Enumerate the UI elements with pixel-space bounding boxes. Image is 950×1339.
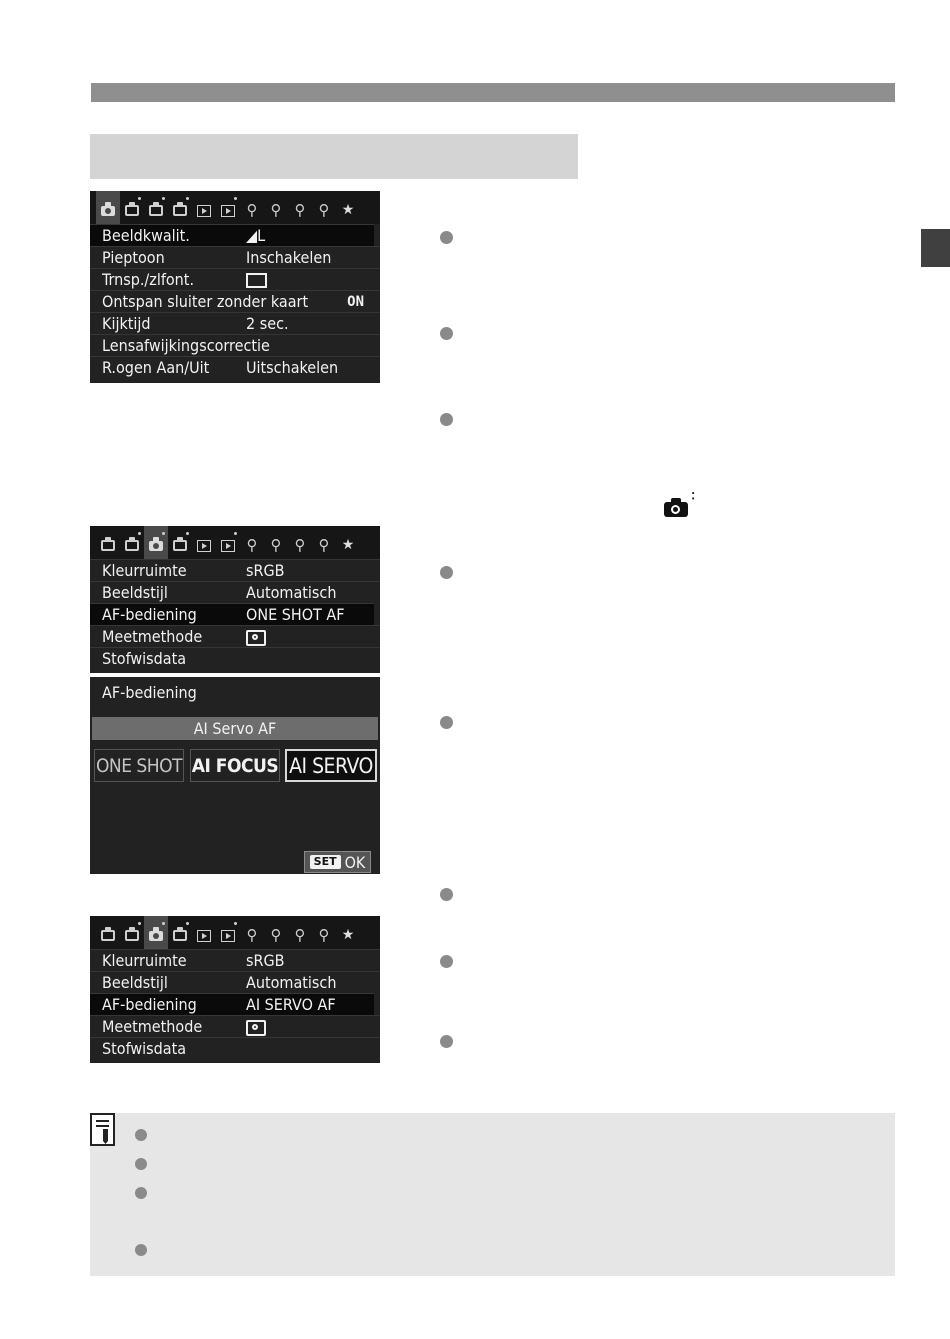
menu-row-review-time[interactable] bbox=[90, 312, 380, 334]
star-icon: ★ bbox=[341, 536, 355, 553]
menu-row-value: Inschakelen bbox=[246, 248, 332, 267]
bullet-icon bbox=[135, 1158, 147, 1170]
tab-setup-1[interactable] bbox=[240, 191, 264, 224]
star-icon: ★ bbox=[341, 926, 355, 943]
menu-row-picture-style[interactable] bbox=[90, 971, 380, 993]
menu-screen-2 bbox=[90, 526, 380, 673]
tab-shooting-2[interactable] bbox=[120, 916, 144, 949]
tab-shooting-2[interactable] bbox=[120, 526, 144, 559]
tab-setup-3[interactable] bbox=[288, 526, 312, 559]
menu-row-af-operation[interactable] bbox=[90, 993, 374, 1015]
header-bar bbox=[91, 83, 895, 102]
tab-shooting-1[interactable] bbox=[96, 191, 120, 224]
tab-playback-2[interactable] bbox=[216, 916, 240, 949]
menu-tab-bar bbox=[90, 191, 380, 224]
camera-icon bbox=[149, 205, 163, 216]
menu-row-label: Stofwisdata bbox=[102, 649, 187, 668]
playback-icon bbox=[197, 930, 211, 942]
wrench-icon: ⚲ bbox=[246, 925, 258, 944]
menu-row-value: ◢L bbox=[246, 226, 266, 245]
tab-setup-3[interactable] bbox=[288, 916, 312, 949]
camera-icon bbox=[173, 205, 187, 216]
camera-icon bbox=[125, 930, 139, 941]
menu-row-value: Automatisch bbox=[246, 583, 337, 602]
tab-shooting-1[interactable] bbox=[96, 916, 120, 949]
tab-shooting-3[interactable] bbox=[144, 526, 168, 559]
bullet-icon bbox=[135, 1129, 147, 1141]
set-label: SET bbox=[310, 855, 341, 869]
tab-setup-4[interactable] bbox=[312, 191, 336, 224]
wrench-icon: ⚲ bbox=[246, 200, 258, 219]
af-option-ai-focus[interactable]: AI FOCUS bbox=[190, 749, 280, 782]
menu-screen-3 bbox=[90, 916, 380, 1063]
bullet-icon bbox=[135, 1187, 147, 1199]
wrench-icon: ⚲ bbox=[270, 535, 282, 554]
tab-shooting-4[interactable] bbox=[168, 916, 192, 949]
tab-my-menu[interactable] bbox=[336, 916, 360, 949]
menu-tab-bar bbox=[90, 526, 380, 559]
wrench-icon: ⚲ bbox=[318, 200, 330, 219]
camera-icon bbox=[101, 206, 115, 216]
menu-row-dust-data[interactable] bbox=[90, 1037, 380, 1059]
camera-icon bbox=[101, 930, 115, 941]
wrench-icon: ⚲ bbox=[270, 925, 282, 944]
note-box bbox=[90, 1113, 895, 1276]
camera-icon bbox=[173, 540, 187, 551]
menu-row-label: Lensafwijkingscorrectie bbox=[102, 336, 270, 355]
menu-row-af-operation[interactable] bbox=[90, 603, 374, 625]
menu-row-label: R.ogen Aan/Uit bbox=[102, 358, 210, 377]
menu-row-release-without-card[interactable] bbox=[90, 290, 380, 312]
af-operation-screen bbox=[90, 677, 380, 874]
playback-icon bbox=[197, 540, 211, 552]
star-icon: ★ bbox=[341, 201, 355, 218]
menu-row-label: Beeldstijl bbox=[102, 583, 168, 602]
camera-icon bbox=[125, 540, 139, 551]
tab-shooting-2[interactable] bbox=[120, 191, 144, 224]
tab-setup-4[interactable] bbox=[312, 526, 336, 559]
menu-row-red-eye[interactable] bbox=[90, 356, 380, 378]
metering-icon bbox=[246, 630, 266, 646]
menu-row-label: Ontspan sluiter zonder kaart bbox=[102, 292, 309, 311]
bullet-icon bbox=[440, 888, 453, 901]
menu-row-label: AF-bediening bbox=[102, 605, 197, 624]
menu-row-color-space[interactable] bbox=[90, 559, 380, 581]
camera-icon bbox=[149, 541, 163, 551]
menu-row-value: AI SERVO AF bbox=[246, 995, 336, 1014]
wrench-icon: ⚲ bbox=[294, 925, 306, 944]
menu-row-value: sRGB bbox=[246, 561, 285, 580]
af-option-ai-servo[interactable]: AI SERVO bbox=[285, 749, 377, 782]
menu-row-label: Beeldstijl bbox=[102, 973, 168, 992]
menu-row-value: ONE SHOT AF bbox=[246, 605, 345, 624]
bullet-icon bbox=[440, 716, 453, 729]
tab-my-menu[interactable] bbox=[336, 526, 360, 559]
tab-shooting-1[interactable] bbox=[96, 526, 120, 559]
tab-setup-2[interactable] bbox=[264, 526, 288, 559]
tab-setup-2[interactable] bbox=[264, 916, 288, 949]
tab-shooting-4[interactable] bbox=[168, 526, 192, 559]
tab-shooting-3[interactable] bbox=[144, 191, 168, 224]
menu-row-label: Meetmethode bbox=[102, 627, 203, 646]
menu-screen-1 bbox=[90, 191, 380, 383]
menu-row-value: 2 sec. bbox=[246, 314, 289, 333]
tab-playback-1[interactable] bbox=[192, 191, 216, 224]
tab-playback-2[interactable] bbox=[216, 191, 240, 224]
menu-row-label: Kleurruimte bbox=[102, 561, 187, 580]
menu-row-lens-correction[interactable] bbox=[90, 334, 380, 356]
bullet-icon bbox=[440, 327, 453, 340]
menu-row-label: Meetmethode bbox=[102, 1017, 203, 1036]
playback-icon bbox=[221, 930, 235, 942]
menu-row-label: Kleurruimte bbox=[102, 951, 187, 970]
wrench-icon: ⚲ bbox=[294, 200, 306, 219]
menu-row-label: Pieptoon bbox=[102, 248, 165, 267]
bullet-icon bbox=[440, 231, 453, 244]
wrench-icon: ⚲ bbox=[246, 535, 258, 554]
menu-row-image-quality[interactable] bbox=[90, 224, 374, 246]
tab-setup-3[interactable] bbox=[288, 191, 312, 224]
bullet-icon bbox=[135, 1244, 147, 1256]
section-title-box bbox=[90, 134, 578, 179]
tab-my-menu[interactable] bbox=[336, 191, 360, 224]
ok-label: OK bbox=[344, 852, 366, 872]
menu-row-value: Uitschakelen bbox=[246, 358, 339, 377]
menu-row-transparency[interactable] bbox=[90, 268, 380, 290]
menu-row-label: Stofwisdata bbox=[102, 1039, 187, 1058]
bullet-icon bbox=[440, 955, 453, 968]
frame-icon bbox=[246, 273, 267, 288]
camera-icon bbox=[101, 540, 115, 551]
tab-playback-2[interactable] bbox=[216, 526, 240, 559]
metering-icon bbox=[246, 1020, 266, 1036]
shooting-menu-icon bbox=[664, 497, 690, 517]
menu-row-dust-data[interactable] bbox=[90, 647, 380, 669]
tab-setup-1[interactable] bbox=[240, 526, 264, 559]
chapter-tab bbox=[921, 229, 950, 267]
menu-row-label: Kijktijd bbox=[102, 314, 151, 333]
tab-setup-4[interactable] bbox=[312, 916, 336, 949]
wrench-icon: ⚲ bbox=[318, 535, 330, 554]
menu-row-value: Automatisch bbox=[246, 973, 337, 992]
bullet-icon bbox=[440, 413, 453, 426]
wrench-icon: ⚲ bbox=[318, 925, 330, 944]
menu-row-picture-style[interactable] bbox=[90, 581, 380, 603]
bullet-icon bbox=[440, 566, 453, 579]
tab-shooting-4[interactable] bbox=[168, 191, 192, 224]
menu-row-color-space[interactable] bbox=[90, 949, 380, 971]
menu-row-label: Trnsp./zlfont. bbox=[102, 270, 195, 289]
menu-row-label: AF-bediening bbox=[102, 995, 197, 1014]
menu-row-metering[interactable] bbox=[90, 1015, 380, 1037]
playback-icon bbox=[221, 540, 235, 552]
af-screen-title: AF-bediening bbox=[102, 683, 197, 702]
menu-row-value: ON bbox=[347, 293, 364, 310]
menu-row-beep[interactable] bbox=[90, 246, 380, 268]
menu-tab-bar bbox=[90, 916, 380, 949]
camera-icon bbox=[173, 930, 187, 941]
bullet-icon bbox=[440, 1035, 453, 1048]
set-ok-button[interactable] bbox=[304, 851, 371, 873]
camera-icon bbox=[149, 931, 163, 941]
tab-setup-1[interactable] bbox=[240, 916, 264, 949]
camera-icon bbox=[125, 205, 139, 216]
tab-setup-2[interactable] bbox=[264, 191, 288, 224]
wrench-icon: ⚲ bbox=[294, 535, 306, 554]
tab-shooting-3[interactable] bbox=[144, 916, 168, 949]
playback-icon bbox=[197, 205, 211, 217]
tab-playback-1[interactable] bbox=[192, 916, 216, 949]
menu-row-label: Beeldkwalit. bbox=[102, 226, 190, 245]
af-current-mode: AI Servo AF bbox=[92, 717, 378, 740]
wrench-icon: ⚲ bbox=[270, 200, 282, 219]
playback-icon bbox=[221, 205, 235, 217]
shooting-menu-dots-icon: ⠅ bbox=[691, 492, 699, 503]
af-option-one-shot[interactable]: ONE SHOT bbox=[94, 749, 184, 782]
menu-row-value: sRGB bbox=[246, 951, 285, 970]
tab-playback-1[interactable] bbox=[192, 526, 216, 559]
menu-row-metering[interactable] bbox=[90, 625, 380, 647]
note-icon bbox=[90, 1113, 115, 1146]
